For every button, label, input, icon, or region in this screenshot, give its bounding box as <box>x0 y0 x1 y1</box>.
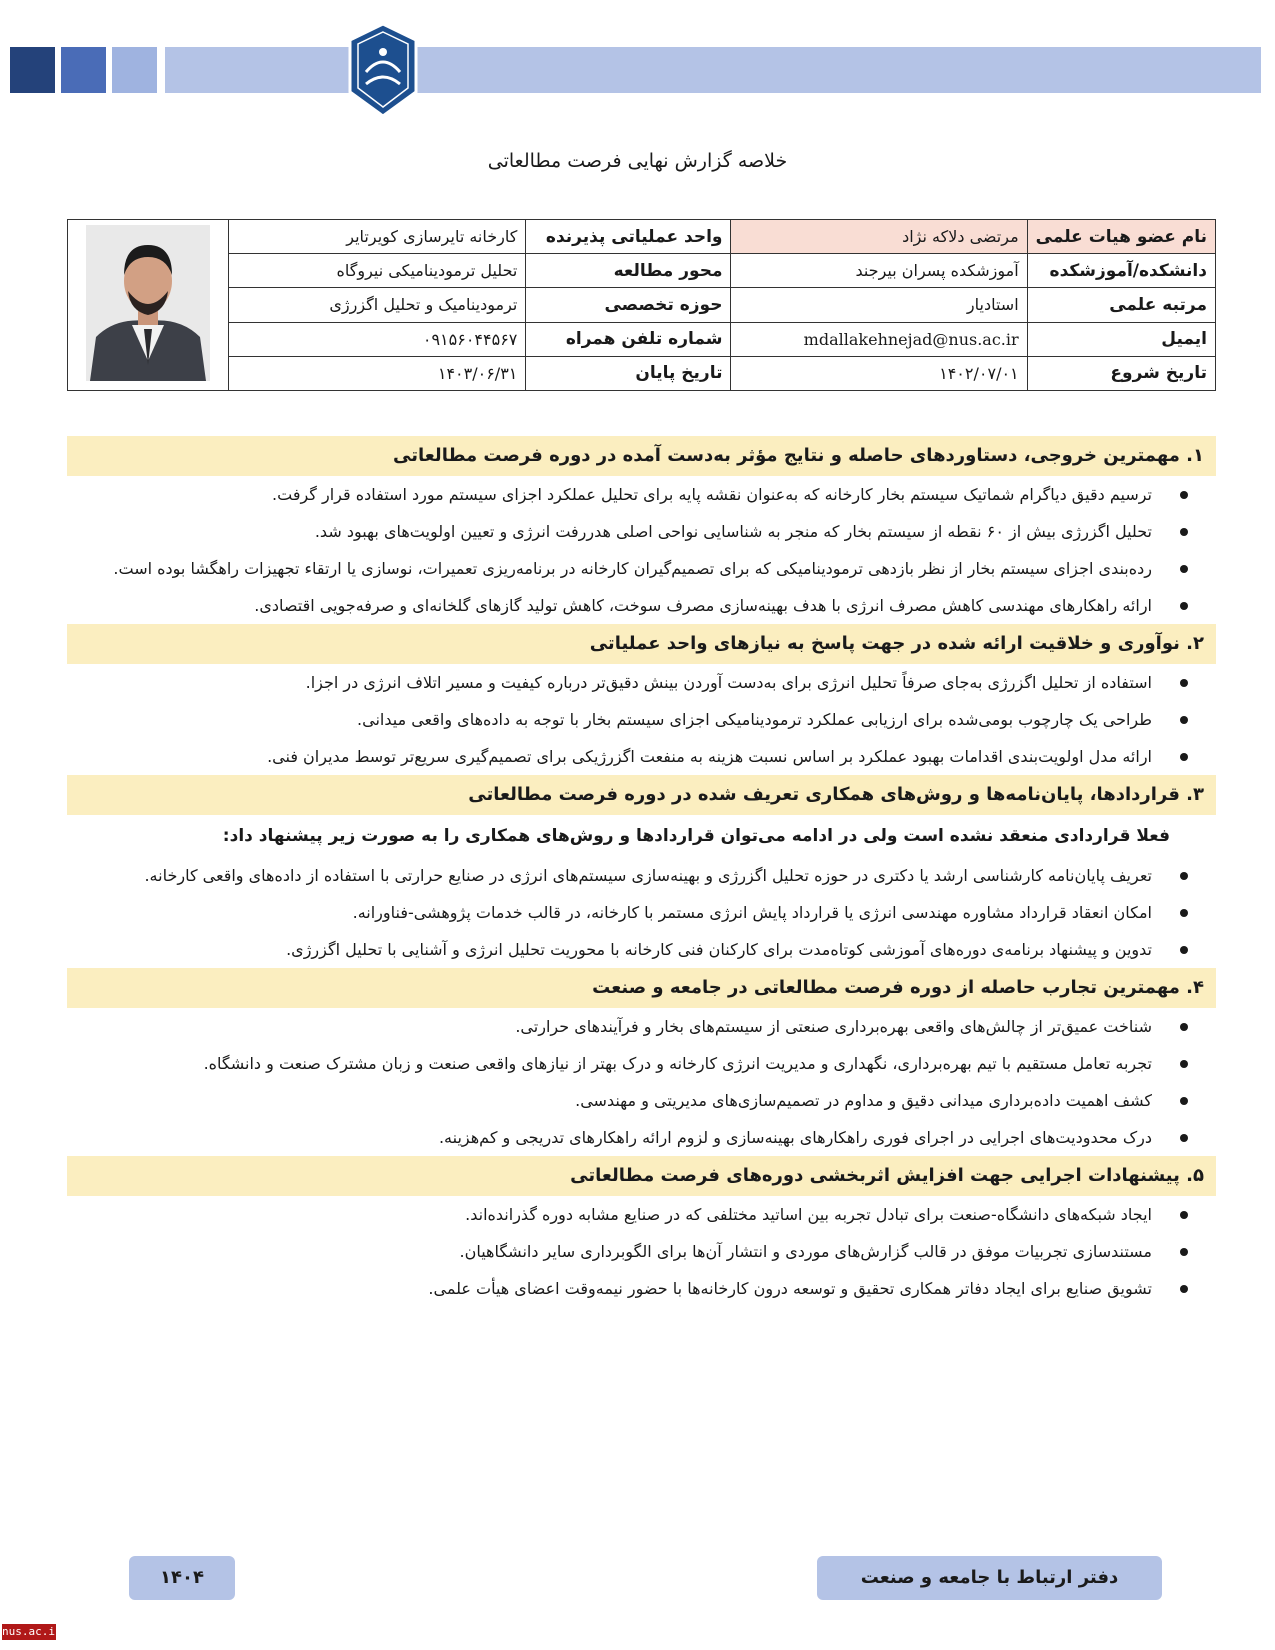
bullet-icon <box>1180 1097 1188 1105</box>
section-2 <box>67 624 1216 775</box>
list-item-text: امکان انعقاد قرارداد مشاوره مهندسی انرژی یا قرارداد پایش انرژی مستمر با کارخانه، در قالب خدمات پژوهشی-فناورانه. <box>352 903 1152 922</box>
label-faculty-name: نام عضو هیات علمی <box>1027 220 1215 254</box>
bullet-icon <box>1180 491 1188 499</box>
watermark: nus.ac.ir <box>2 1625 62 1638</box>
list-item <box>67 476 1216 513</box>
list-item <box>67 1196 1216 1233</box>
label-start-date: تاریخ شروع <box>1027 356 1215 390</box>
list-item <box>67 1270 1216 1307</box>
list-item <box>67 664 1216 701</box>
list-item-text: شناخت عمیق‌تر از چالش‌های واقعی بهره‌برداری صنعتی از سیستم‌های بخار و فرآیندهای حرارتی. <box>515 1017 1152 1036</box>
list-item <box>67 550 1216 587</box>
label-faculty: دانشکده/آموزشکده <box>1027 254 1215 288</box>
list-item <box>67 587 1216 624</box>
list-item-text: تحلیل اگزرژی بیش از ۶۰ نقطه از سیستم بخار که منجر به شناسایی نواحی اصلی هدررفت انرژی و تعیین اولویت‌های بهبود شد. <box>314 522 1152 541</box>
list-item <box>67 1233 1216 1270</box>
list-item-text: کشف اهمیت داده‌برداری میدانی دقیق و مداوم در تصمیم‌سازی‌های مدیریتی و مهندسی. <box>575 1091 1152 1110</box>
document-title: خلاصه گزارش نهایی فرصت مطالعاتی <box>487 150 788 172</box>
value-study-axis: تحلیل ترمودینامیکی نیروگاه <box>229 254 526 288</box>
section-5 <box>67 1156 1216 1307</box>
bullet-icon <box>1180 872 1188 880</box>
list-item-text: ارائه مدل اولویت‌بندی اقدامات بهبود عملکرد بر اساس نسبت هزینه به منفعت اگزرژیکی برای تصمیم‌گیری سریع‌تر توسط مدیران فنی. <box>267 747 1152 766</box>
bullet-icon <box>1180 602 1188 610</box>
university-logo <box>344 22 422 118</box>
bullet-icon <box>1180 679 1188 687</box>
bullet-icon <box>1180 716 1188 724</box>
value-host-unit: کارخانه تایرسازی کویرتایر <box>229 220 526 254</box>
list-item-text: ارائه راهکارهای مهندسی کاهش مصرف انرژی با هدف بهینه‌سازی مصرف سوخت، کاهش تولید گازهای گلخانه‌ای و صرفه‌جویی اقتصادی. <box>254 596 1152 615</box>
label-academic-rank: مرتبه علمی <box>1027 288 1215 322</box>
list-item <box>67 701 1216 738</box>
list-item-text: تشویق صنایع برای ایجاد دفاتر همکاری تحقیق و توسعه درون کارخانه‌ها با حضور نیمه‌وقت اعضای هیأت علمی. <box>428 1279 1152 1298</box>
list-item <box>67 857 1216 894</box>
bullet-icon <box>1180 528 1188 536</box>
section-heading: ۳. قراردادها، پایان‌نامه‌ها و روش‌های همکاری تعریف شده در دوره فرصت مطالعاتی <box>67 775 1216 815</box>
list-item-text: ترسیم دقیق دیاگرام شماتیک سیستم بخار کارخانه که به‌عنوان نقشه پایه برای تحلیل عملکرد اجزای سیستم مورد استفاده قرار گرفت. <box>272 485 1152 504</box>
list-item-text: تجربه تعامل مستقیم با تیم بهره‌برداری، نگهداری و مدیریت انرژی کارخانه و درک بهتر از نیازهای واقعی صنعت و زبان مشترک صنعت و دانشگاه. <box>203 1054 1152 1073</box>
bullet-icon <box>1180 1023 1188 1031</box>
value-faculty-name: مرتضی دلاکه نژاد <box>731 220 1027 254</box>
list-item <box>67 513 1216 550</box>
list-item-text: رده‌بندی اجزای سیستم بخار از نظر بازدهی ترمودینامیکی که برای تصمیم‌گیران کارخانه در برنامه‌ریزی تعمیرات، نوسازی یا ارتقاء تجهیزات راهگشا بوده است. <box>113 559 1152 578</box>
list-item-text: درک محدودیت‌های اجرایی در اجرای فوری راهکارهای بهینه‌سازی و لزوم ارائه راهکارهای تدریجی و کم‌هزینه. <box>438 1128 1152 1147</box>
label-host-unit: واحد عملیاتی پذیرنده <box>526 220 731 254</box>
list-item-text: ایجاد شبکه‌های دانشگاه-صنعت برای تبادل تجربه بین اساتید مختلفی که در صنایع مشابه دوره گذرانده‌اند. <box>465 1205 1152 1224</box>
faculty-photo <box>86 225 210 381</box>
list-item <box>67 1045 1216 1082</box>
bullet-icon <box>1180 1285 1188 1293</box>
section-4 <box>67 968 1216 1156</box>
value-specialty: ترمودینامیک و تحلیل اگزرژی <box>229 288 526 322</box>
photo-cell <box>68 220 229 391</box>
bullet-icon <box>1180 946 1188 954</box>
label-end-date: تاریخ پایان <box>526 356 731 390</box>
list-item-text: تعریف پایان‌نامه کارشناسی ارشد یا دکتری در حوزه تحلیل اگزرژی و بهینه‌سازی سیستم‌های انرژی در صنایع حرارتی با استفاده از داده‌های واقعی کارخانه. <box>144 866 1152 885</box>
footer-office: دفتر ارتباط با جامعه و صنعت <box>817 1556 1162 1600</box>
list-item <box>67 1119 1216 1156</box>
value-end-date: ۱۴۰۳/۰۶/۳۱ <box>229 356 526 390</box>
section-heading: ۲. نوآوری و خلاقیت ارائه شده در جهت پاسخ به نیازهای واحد عملیاتی <box>67 624 1216 664</box>
list-item <box>67 1008 1216 1045</box>
label-specialty: حوزه تخصصی <box>526 288 731 322</box>
list-item-text: استفاده از تحلیل اگزرژی به‌جای صرفاً تحلیل انرژی برای به‌دست آوردن بینش دقیق‌تر درباره کیفیت و مسیر اتلاف انرژی در اجزا. <box>305 673 1152 692</box>
footer-year: ۱۴۰۴ <box>129 1556 235 1600</box>
value-faculty: آموزشکده پسران بیرجند <box>731 254 1027 288</box>
list-item-text: مستندسازی تجربیات موفق در قالب گزارش‌های موردی و انتشار آن‌ها برای الگوبرداری سایر دانشگاهیان. <box>459 1242 1152 1261</box>
section-heading: ۴. مهمترین تجارب حاصله از دوره فرصت مطالعاتی در جامعه و صنعت <box>67 968 1216 1008</box>
value-mobile: ۰۹۱۵۶۰۴۴۵۶۷ <box>229 322 526 356</box>
bullet-icon <box>1180 753 1188 761</box>
bullet-icon <box>1180 1211 1188 1219</box>
list-item-text: طراحی یک چارچوب بومی‌شده برای ارزیابی عملکرد ترمودینامیکی اجزای سیستم بخار با توجه به داده‌های واقعی میدانی. <box>357 710 1152 729</box>
section-1 <box>67 436 1216 624</box>
value-academic-rank: استادیار <box>731 288 1027 322</box>
value-email: mdallakehnejad@nus.ac.ir <box>731 322 1027 356</box>
section-heading: ۱. مهمترین خروجی، دستاوردهای حاصله و نتایج مؤثر به‌دست آمده در دوره فرصت مطالعاتی <box>67 436 1216 476</box>
faculty-info-table <box>67 219 1216 391</box>
bullet-icon <box>1180 1134 1188 1142</box>
list-item <box>67 931 1216 968</box>
report-sections <box>67 436 1216 1307</box>
header-block-mid <box>61 47 106 93</box>
header-block-light <box>112 47 157 93</box>
bullet-icon <box>1180 1060 1188 1068</box>
list-item <box>67 1082 1216 1119</box>
list-item-text: تدوین و پیشنهاد برنامه‌ی دوره‌های آموزشی کوتاه‌مدت برای کارکنان فنی کارخانه با محوریت تحلیل انرژی و آشنایی با تحلیل اگزرژی. <box>286 940 1152 959</box>
section-lead: فعلا قراردادی منعقد نشده است ولی در ادامه می‌توان قراردادها و روش‌های همکاری را به صورت زیر پیشنهاد داد: <box>222 826 1170 846</box>
value-start-date: ۱۴۰۲/۰۷/۰۱ <box>731 356 1027 390</box>
section-3 <box>67 775 1216 968</box>
label-mobile: شماره تلفن همراه <box>526 322 731 356</box>
header-bar <box>165 47 1261 93</box>
bullet-icon <box>1180 1248 1188 1256</box>
label-email: ایمیل <box>1027 322 1215 356</box>
bullet-icon <box>1180 565 1188 573</box>
section-heading: ۵. پیشنهادات اجرایی جهت افزایش اثربخشی دوره‌های فرصت مطالعاتی <box>67 1156 1216 1196</box>
header-block-dark <box>10 47 55 93</box>
list-item <box>67 738 1216 775</box>
label-study-axis: محور مطالعه <box>526 254 731 288</box>
list-item <box>67 894 1216 931</box>
bullet-icon <box>1180 909 1188 917</box>
